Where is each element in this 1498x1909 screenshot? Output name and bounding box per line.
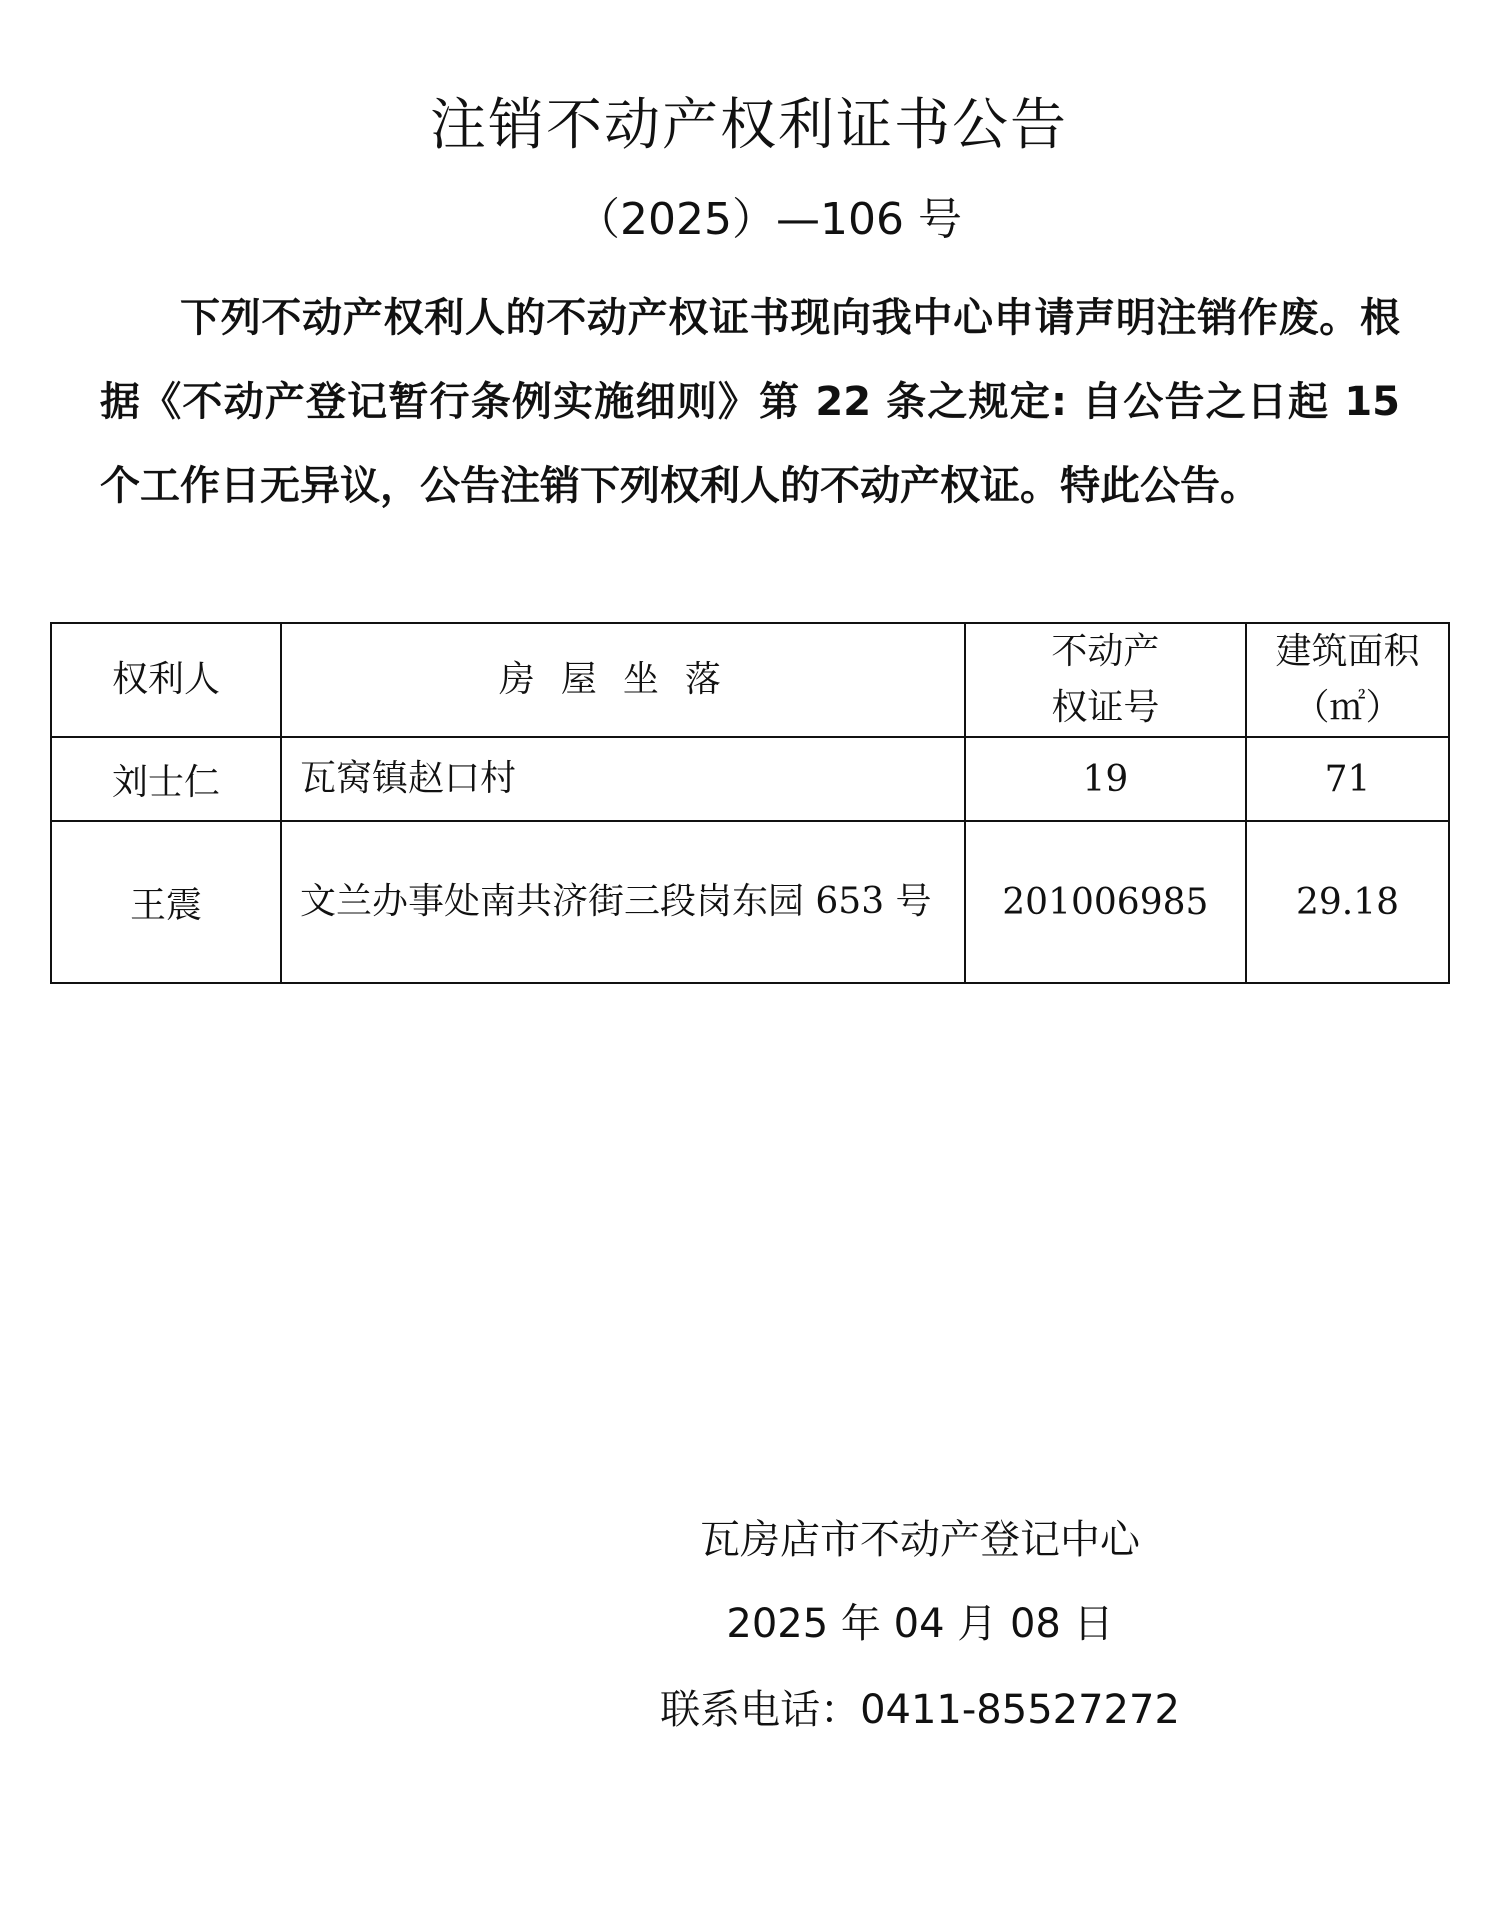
header-holder: 权利人 — [51, 623, 281, 737]
header-area-line2: （㎡） — [1293, 687, 1402, 728]
cell-location: 瓦窝镇赵口村 — [281, 737, 965, 821]
notice-number: （2025）—106 号 — [576, 194, 962, 245]
cell-holder: 刘士仁 — [51, 737, 281, 821]
certificate-table — [50, 622, 1450, 984]
header-cert-line1: 不动产 — [1051, 631, 1160, 672]
contact-phone — [0, 1680, 1498, 1740]
header-cert-number — [965, 623, 1246, 737]
notice-body: 下列不动产权利人的不动产权证书现向我中心申请声明注销作废。根据《不动产登记暂行条例实施细则》第 22 条之规定: 自公告之日起 15 个工作日无异议，公告注销下列权利人的不动产权证。特此公告。 — [100, 295, 1400, 509]
header-area — [1246, 623, 1449, 737]
phone-label: 联系电话： — [660, 1687, 861, 1733]
table-row — [51, 737, 1449, 821]
cell-location: 文兰办事处南共济街三段岗东园 653 号 — [281, 821, 965, 983]
cell-cert-number: 19 — [965, 737, 1246, 821]
cell-area: 29.18 — [1246, 821, 1449, 983]
cell-holder: 王震 — [51, 821, 281, 983]
notice-title: 注销不动产权利证书公告 — [430, 93, 1068, 158]
table-row — [51, 821, 1449, 983]
cell-cert-number: 201006985 — [965, 821, 1246, 983]
header-location: 房屋坐落 — [281, 623, 965, 737]
header-cert-line2: 权证号 — [1051, 687, 1160, 728]
issue-date: 2025 年 04 月 08 日 — [726, 1601, 1114, 1647]
issuing-organization: 瓦房店市不动产登记中心 — [700, 1517, 1140, 1563]
phone-number: 0411-85527272 — [860, 1687, 1180, 1733]
table-header-row — [51, 623, 1449, 737]
header-area-line1: 建筑面积 — [1275, 631, 1420, 672]
cell-area: 71 — [1246, 737, 1449, 821]
